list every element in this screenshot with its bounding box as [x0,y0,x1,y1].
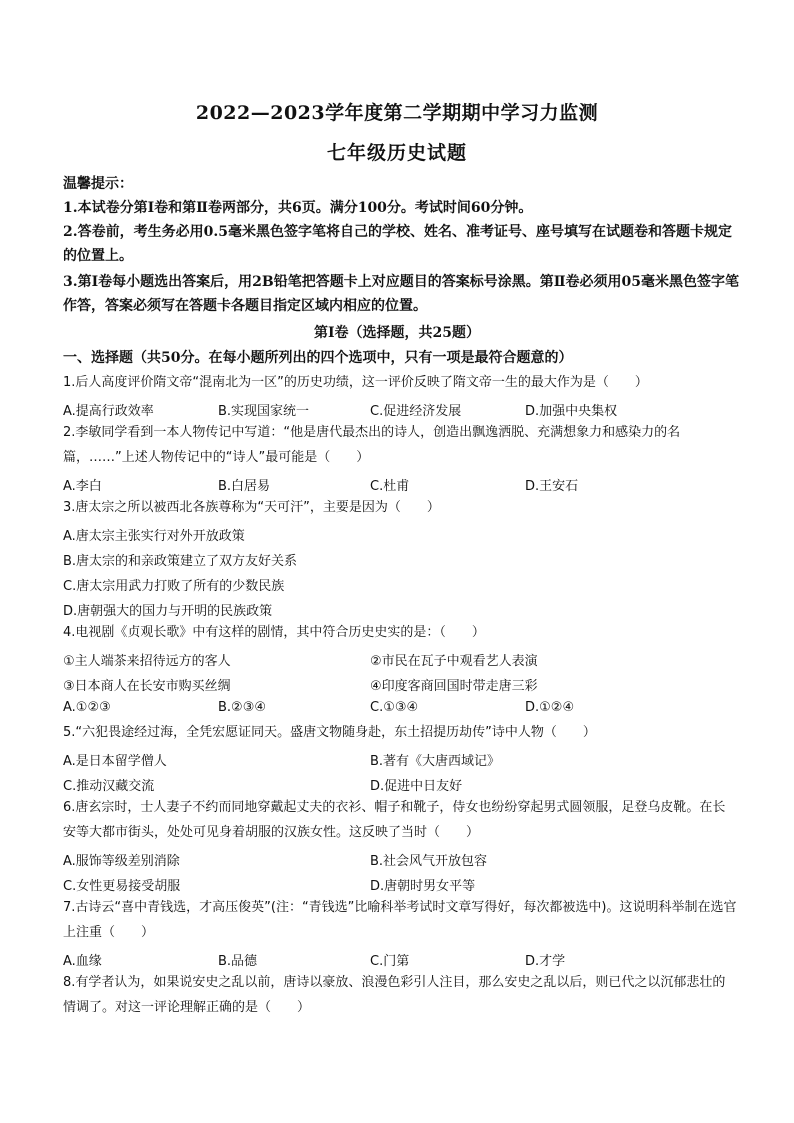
question-4-option-b: B.②③④ [218,700,267,715]
question-5-option-b: B.著有《大唐西域记》 [370,754,501,769]
notice-item-1: 1.本试卷分第Ⅰ卷和第Ⅱ卷两部分，共6页。满分100分。考试时间60分钟。 [63,200,533,216]
section-heading: 第Ⅰ卷（选择题，共25题） [313,325,481,341]
question-2-option-d: D.王安石 [525,479,579,494]
question-3-option-b: B.唐太宗的和亲政策建立了双方友好关系 [63,554,298,569]
question-6-option-b: B.社会风气开放包容 [370,854,488,869]
question-1-option-b: B.实现国家统一 [218,404,310,419]
question-4-stem: 4.电视剧《贞观长歌》中有这样的剧情，其中符合历史史实的是：（ ） [63,625,485,640]
question-7-option-c: C.门第 [370,954,410,969]
question-6-option-d: D.唐朝时男女平等 [370,879,476,894]
notice-heading: 温馨提示： [63,176,133,192]
question-1-stem: 1.后人高度评价隋文帝“混南北为一区”的历史功绩，这一评价反映了隋文帝一生的最大作为是（ ） [63,375,648,390]
question-4-statement-2: ②市民在瓦子中观看艺人表演 [370,654,538,669]
question-5-option-d: D.促进中日友好 [370,779,463,794]
exam-title: 2022—2023学年度第二学期期中学习力监测 [195,102,599,124]
question-4-option-a: A.①②③ [63,700,111,715]
question-5-stem: 5.“六犯畏途经过海，全凭宏愿证同天。盛唐文物随身赴，东土招提历劫传”诗中人物（ ） [63,725,596,740]
question-4-option-d: D.①②④ [525,700,575,715]
question-7-option-b: B.品德 [218,954,258,969]
part-title: 一、选择题（共50分。在每小题所列出的四个选项中，只有一项是最符合题意的） [63,350,573,366]
question-5-option-c: C.推动汉藏交流 [63,779,155,794]
question-8-stem: 8.有学者认为，如果说安史之乱以前，唐诗以豪放、浪漫色彩引人注目，那么安史之乱以后，则已代之以沉郁悲壮的情调了。对这一评论理解正确的是（ ） [63,975,726,1015]
question-3-option-a: A.唐太宗主张实行对外开放政策 [63,529,245,544]
exam-subtitle: 七年级历史试题 [326,142,467,164]
question-6-option-a: A.服饰等级差别消除 [63,854,180,869]
question-2-option-b: B.白居易 [218,479,271,494]
question-4-option-c: C.①③④ [370,700,419,715]
question-5-option-a: A.是日本留学僧人 [63,754,167,769]
notice-item-2: 2.答卷前，考生务必用0.5毫米黑色签字笔将自己的学校、姓名、准考证号、座号填写在试题卷和答题卡规定的位置上。 [63,224,732,264]
question-4-statement-3: ③日本商人在长安市购买丝绸 [63,679,231,694]
question-2-stem: 2.李敏同学看到一本人物传记中写道：“他是唐代最杰出的诗人，创造出飘逸洒脱、充满想象力和感染力的名篇，……”上述人物传记中的“诗人”最可能是（ ） [63,425,681,465]
question-7-option-d: D.才学 [525,954,566,969]
question-1-option-c: C.促进经济发展 [370,404,462,419]
notice-item-3: 3.第Ⅰ卷每小题选出答案后，用2B铅笔把答题卡上对应题目的答案标号涂黑。第Ⅱ卷必须用05毫米黑色签字笔作答，答案必须写在答题卡各题目指定区域内相应的位置。 [63,274,740,314]
question-2-option-a: A.李白 [63,479,102,494]
question-7-stem: 7.古诗云“喜中青钱选，才高压俊英”(注：“青钱选”比喻科举考试时文章写得好，每次都被选中)。这说明科举制在选官上注重（ ） [63,900,737,940]
question-7-option-a: A.血缘 [63,954,102,969]
question-1-option-a: A.提高行政效率 [63,404,154,419]
question-4-statement-4: ④印度客商回国时带走唐三彩 [370,679,538,694]
question-3-option-d: D.唐朝强大的国力与开明的民族政策 [63,604,273,619]
question-6-option-c: C.女性更易接受胡服 [63,879,181,894]
question-1-option-d: D.加强中央集权 [525,404,618,419]
question-2-option-c: C.杜甫 [370,479,410,494]
question-4-statement-1: ①主人端茶来招待远方的客人 [63,654,231,669]
question-3-stem: 3.唐太宗之所以被西北各族尊称为“天可汗”，主要是因为（ ） [63,500,440,515]
question-3-option-c: C.唐太宗用武力打败了所有的少数民族 [63,579,285,594]
question-6-stem: 6.唐玄宗时，士人妻子不约而同地穿戴起丈夫的衣衫、帽子和靴子，侍女也纷纷穿起男式圆领服，足登乌皮靴。在长安等大都市街头，处处可见身着胡服的汉族女性。这反映了当时（ ） [63,800,726,840]
